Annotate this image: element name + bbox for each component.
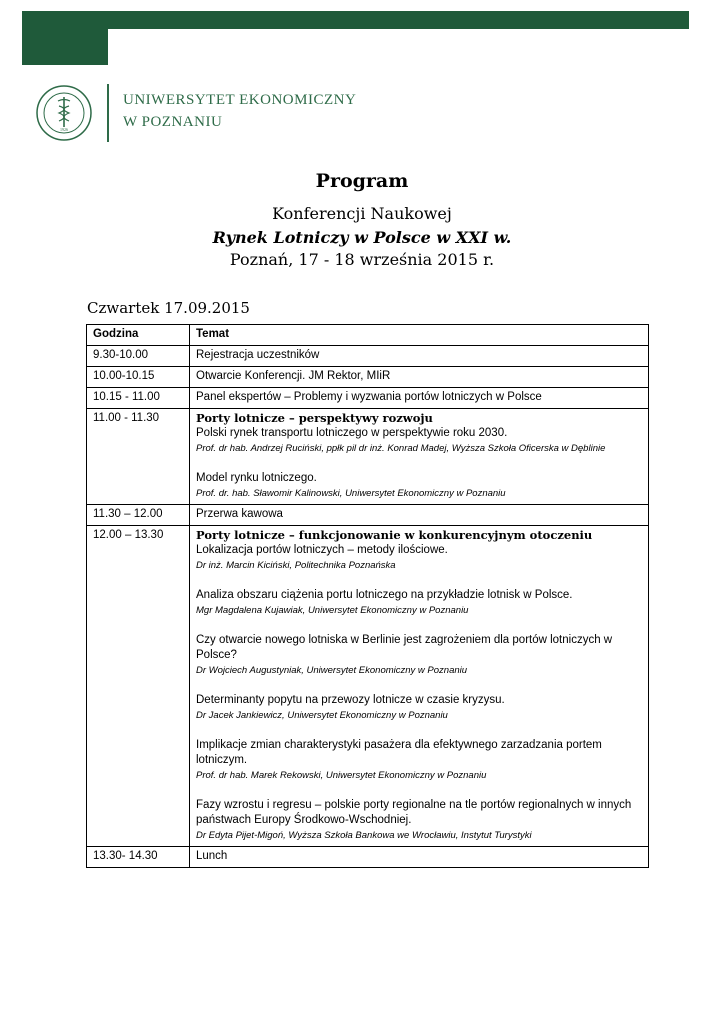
- talk-author: Mgr Magdalena Kujawiak, Uniwersytet Ekonomiczny w Poznaniu: [196, 605, 469, 616]
- talk-title: Determinanty popytu na przewozy lotnicze w czasie kryzysu.: [196, 694, 505, 706]
- university-name-line1: UNIWERSYTET EKONOMICZNY: [123, 92, 357, 108]
- header-bar-tab: [22, 29, 108, 65]
- conference-place-date: Poznań, 17 - 18 września 2015 r.: [229, 250, 495, 269]
- program-table: [86, 324, 649, 868]
- talk-author: Dr inż. Marcin Kiciński, Politechnika Poznańska: [196, 560, 396, 571]
- row-time: 13.30- 14.30: [87, 847, 190, 868]
- day-heading: Czwartek 17.09.2015: [87, 299, 250, 317]
- talk-title: Lokalizacja portów lotniczych – metody ilościowe.: [196, 544, 448, 556]
- table-row: [87, 346, 649, 367]
- session-title: Porty lotnicze – perspektywy rozwoju: [196, 411, 433, 425]
- row-time: 12.00 – 13.30: [87, 526, 190, 847]
- row-topic: Lunch: [190, 847, 649, 868]
- header-divider: [107, 84, 109, 142]
- table-row: [87, 847, 649, 868]
- header-bar: [22, 11, 689, 29]
- table-header-row: [87, 325, 649, 346]
- talk-author: Prof. dr. hab. Sławomir Kalinowski, Uniwersytet Ekonomiczny w Poznaniu: [196, 488, 506, 499]
- talk-title: Implikacje zmian charakterystyki pasażera dla efektywnego zarzadzania portem lotniczym.: [196, 739, 602, 766]
- talk-author: Dr Edyta Pijet-Migoń, Wyższa Szkoła Bankowa we Wrocławiu, Instytut Turystyki: [196, 830, 532, 841]
- university-name: [123, 89, 356, 133]
- talk-title: Model rynku lotniczego.: [196, 472, 317, 484]
- table-row: [87, 388, 649, 409]
- talk-author: Dr Wojciech Augustyniak, Uniwersytet Ekonomiczny w Poznaniu: [196, 665, 468, 676]
- talk-author: Prof. dr hab. Marek Rekowski, Uniwersytet Ekonomiczny w Poznaniu: [196, 770, 487, 781]
- column-header-topic: Temat: [190, 325, 649, 346]
- row-time: 10.15 - 11.00: [87, 388, 190, 409]
- university-seal-logo: [35, 84, 93, 142]
- talk-title: Czy otwarcie nowego lotniska w Berlinie jest zagrożeniem dla portów lotniczych w Polsce?: [196, 634, 613, 661]
- session-title: Porty lotnicze – funkcjonowanie w konkurencyjnym otoczeniu: [196, 528, 593, 542]
- table-row: [87, 367, 649, 388]
- row-topic: Przerwa kawowa: [190, 505, 649, 526]
- university-name-line2: W POZNANIU: [123, 114, 223, 130]
- row-topic: Panel ekspertów – Problemy i wyzwania portów lotniczych w Polsce: [190, 388, 649, 409]
- row-session: [190, 409, 649, 505]
- row-time: 10.00-10.15: [87, 367, 190, 388]
- talk-author: Prof. dr hab. Andrzej Ruciński, ppłk pil dr inż. Konrad Madej, Wyższa Szkoła Oficerska w Dęblinie: [196, 443, 606, 454]
- row-session: [190, 526, 649, 847]
- row-time: 9.30-10.00: [87, 346, 190, 367]
- talk-title: Polski rynek transportu lotniczego w perspektywie roku 2030.: [196, 427, 508, 439]
- table-row: [87, 526, 649, 847]
- row-topic: Otwarcie Konferencji. JM Rektor, MIiR: [190, 367, 649, 388]
- row-time: 11.00 - 11.30: [87, 409, 190, 505]
- conference-name: Rynek Lotniczy w Polsce w XXI w.: [212, 228, 512, 247]
- table-row: [87, 505, 649, 526]
- talk-author: Dr Jacek Jankiewicz, Uniwersytet Ekonomiczny w Poznaniu: [196, 710, 448, 721]
- talk-title: Analiza obszaru ciążenia portu lotniczego na przykładzie lotnisk w Polsce.: [196, 589, 573, 601]
- column-header-time: Godzina: [87, 325, 190, 346]
- table-row: [87, 409, 649, 505]
- svg-text:1926: 1926: [60, 127, 68, 132]
- row-time: 11.30 – 12.00: [87, 505, 190, 526]
- conference-type: Konferencji Naukowej: [272, 204, 452, 223]
- page-title: Program: [315, 170, 409, 192]
- row-topic: Rejestracja uczestników: [190, 346, 649, 367]
- talk-title: Fazy wzrostu i regresu – polskie porty regionalne na tle portów regionalnych w innych państwach Europy Środkowo-Wschodniej.: [196, 799, 632, 826]
